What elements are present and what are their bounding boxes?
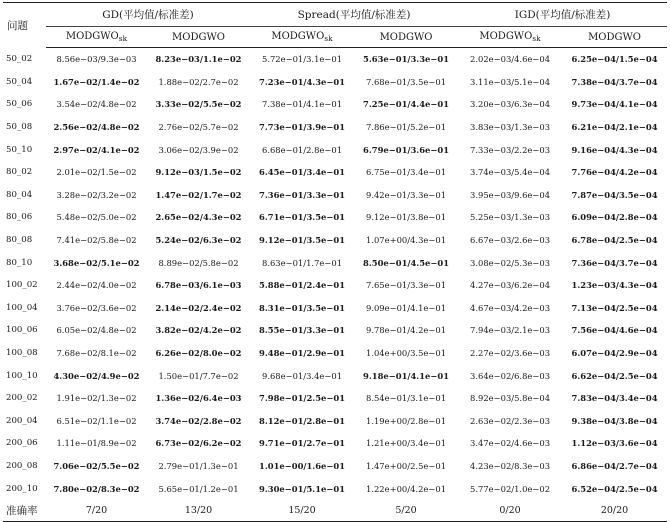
algorithm-header: [250, 27, 354, 48]
accuracy-value: 5/20: [354, 500, 458, 522]
problem-cell: 200_02: [6, 393, 38, 404]
value-cell: 3.47e−02/4.6e−03: [470, 438, 551, 449]
best-value-cell: 6.21e−04/2.1e−04: [571, 122, 658, 133]
value-cell: 2.02e−03/4.6e−04: [470, 54, 551, 65]
value-cell: 1.04e+00/3.5e−01: [365, 348, 447, 359]
value-cell: 3.95e−03/9.6e−04: [470, 189, 551, 200]
algorithm-name: MODGWO: [479, 31, 533, 42]
best-value-cell: 7.98e−01/2.5e−01: [259, 393, 346, 404]
value-cell: 7.86e−01/5.2e−01: [365, 122, 447, 133]
table-row: [3, 364, 667, 387]
value-cell: 3.54e−02/4.8e−02: [56, 99, 137, 110]
best-value-cell: 3.33e−02/5.5e−02: [155, 99, 242, 110]
best-value-cell: 7.06e−02/5.5e−02: [53, 460, 140, 471]
algorithm-subscript: sk: [324, 34, 333, 43]
value-cell: 7.94e−03/2.1e−03: [470, 325, 551, 336]
best-value-cell: 6.78e−03/6.1e−03: [155, 280, 242, 291]
best-value-cell: 6.09e−04/2.8e−04: [571, 212, 658, 223]
algorithm-name: MODGWO: [65, 31, 119, 42]
accuracy-value: 20/20: [562, 500, 667, 522]
best-value-cell: 7.83e−04/3.4e−04: [571, 393, 658, 404]
value-cell: 7.33e−03/2.2e−03: [470, 144, 551, 155]
table-row: [3, 274, 667, 297]
best-value-cell: 6.86e−04/2.7e−04: [571, 460, 658, 471]
best-value-cell: 1.23e−03/4.3e−04: [571, 280, 658, 291]
value-cell: 8.56e−03/9.3e−03: [56, 54, 137, 65]
value-cell: 7.68e−02/8.1e−02: [56, 348, 137, 359]
best-value-cell: 1.67e−02/1.4e−02: [53, 76, 140, 87]
best-value-cell: 4.30e−02/4.9e−02: [53, 370, 140, 381]
table-row: [3, 410, 667, 433]
value-cell: 9.78e−01/4.2e−01: [365, 325, 447, 336]
best-value-cell: 9.38e−04/3.8e−04: [571, 415, 658, 426]
best-value-cell: 6.62e−04/2.5e−04: [571, 370, 658, 381]
value-cell: 3.08e−02/5.3e−03: [470, 257, 551, 268]
value-cell: 5.72e−01/3.1e−01: [261, 54, 343, 65]
value-cell: 1.88e−02/2.7e−02: [158, 76, 239, 87]
best-value-cell: 8.50e−01/4.5e−01: [363, 257, 450, 268]
best-value-cell: 8.23e−03/1.1e−02: [155, 54, 242, 65]
value-cell: 2.27e−02/3.6e−03: [470, 348, 551, 359]
value-cell: 7.41e−02/5.8e−02: [56, 235, 137, 246]
gd-group-header: GD(平均值/标准差): [46, 3, 250, 27]
algorithm-header: [46, 27, 147, 48]
best-value-cell: 5.88e−01/2.4e−01: [259, 280, 346, 291]
best-value-cell: 9.71e−01/2.7e−01: [259, 438, 346, 449]
best-value-cell: 8.12e−01/2.8e−01: [259, 415, 346, 426]
best-value-cell: 6.45e−01/3.4e−01: [259, 167, 346, 178]
problem-cell: 200_08: [6, 460, 38, 471]
best-value-cell: 7.87e−04/3.5e−04: [571, 189, 658, 200]
results-table: [3, 2, 667, 522]
best-value-cell: 8.31e−01/3.5e−01: [259, 302, 346, 313]
table-row: [3, 93, 667, 116]
problem-cell: 50_10: [6, 144, 33, 155]
value-cell: 3.83e−03/1.3e−03: [470, 122, 551, 133]
problem-cell: 100_02: [6, 280, 38, 291]
accuracy-value: 15/20: [250, 500, 354, 522]
best-value-cell: 3.74e−02/2.8e−02: [155, 415, 242, 426]
value-cell: 5.25e−03/1.3e−03: [470, 212, 551, 223]
best-value-cell: 7.36e−01/3.3e−01: [259, 189, 346, 200]
problem-cell: 80_04: [6, 189, 33, 200]
value-cell: 7.65e−01/3.3e−01: [365, 280, 447, 291]
value-cell: 1.19e+00/2.8e−01: [365, 415, 447, 426]
problem-cell: 100_04: [6, 302, 38, 313]
best-value-cell: 6.07e−04/2.9e−04: [571, 348, 658, 359]
best-value-cell: 1.01e−00/1.6e−01: [259, 460, 346, 471]
value-cell: 1.11e−01/8.9e−02: [56, 438, 137, 449]
best-value-cell: 9.73e−04/4.1e−04: [571, 99, 658, 110]
algorithm-subscript: sk: [532, 34, 541, 43]
table-row: [3, 229, 667, 252]
algorithm-name: MODGWO: [172, 31, 225, 43]
best-value-cell: 9.30e−01/5.1e−01: [259, 483, 346, 494]
best-value-cell: 2.14e−02/2.4e−02: [155, 302, 242, 313]
table-row: [3, 297, 667, 320]
value-cell: 2.63e−02/2.3e−03: [470, 415, 551, 426]
problem-cell: 80_06: [6, 212, 33, 223]
value-cell: 6.51e−02/1.1e−02: [56, 415, 137, 426]
value-cell: 8.89e−02/5.8e−02: [158, 257, 239, 268]
spread-group-header: Spread(平均值/标准差): [250, 3, 458, 27]
table-row: [3, 319, 667, 342]
table-row: [3, 161, 667, 184]
value-cell: 2.76e−02/5.7e−02: [158, 122, 239, 133]
best-value-cell: 3.68e−02/5.1e−02: [53, 257, 140, 268]
algorithm-header: [354, 27, 458, 48]
value-cell: 4.27e−03/6.2e−04: [470, 280, 551, 291]
value-cell: 5.65e−01/1.2e−01: [158, 483, 239, 494]
accuracy-label: 准确率: [3, 500, 46, 522]
table-row: [3, 432, 667, 455]
best-value-cell: 7.73e−01/3.9e−01: [259, 122, 346, 133]
value-cell: 4.67e−03/4.2e−03: [470, 302, 551, 313]
best-value-cell: 5.24e−02/6.3e−02: [155, 235, 242, 246]
value-cell: 3.28e−02/3.2e−02: [56, 189, 137, 200]
value-cell: 3.74e−03/5.4e−04: [470, 167, 551, 178]
value-cell: 3.20e−03/6.3e−04: [470, 99, 551, 110]
value-cell: 3.64e−02/6.8e−03: [470, 370, 551, 381]
problem-cell: 100_06: [6, 325, 38, 336]
algorithm-name: MODGWO: [379, 31, 433, 43]
value-cell: 6.67e−03/2.6e−03: [470, 235, 551, 246]
problem-cell: 200_06: [6, 438, 38, 449]
accuracy-value: 7/20: [46, 500, 147, 522]
value-cell: 3.76e−02/3.6e−02: [56, 302, 137, 313]
value-cell: 9.42e−01/3.3e−01: [365, 189, 447, 200]
best-value-cell: 7.56e−04/4.6e−04: [571, 325, 658, 336]
value-cell: 9.12e−01/3.8e−01: [365, 212, 447, 223]
table-row: [3, 71, 667, 94]
algorithm-name: MODGWO: [271, 31, 325, 42]
table-row: [3, 251, 667, 274]
problem-cell: 200_10: [6, 483, 38, 494]
group-header-row: [3, 3, 667, 27]
best-value-cell: 3.82e−02/4.2e−02: [155, 325, 242, 336]
value-cell: 8.92e−03/5.8e−04: [470, 393, 551, 404]
value-cell: 6.05e−02/4.8e−02: [56, 325, 137, 336]
best-value-cell: 6.52e−04/2.5e−04: [571, 483, 658, 494]
best-value-cell: 7.80e−02/8.3e−02: [53, 483, 140, 494]
table-row: [3, 477, 667, 500]
best-value-cell: 9.12e−03/1.5e−02: [155, 167, 242, 178]
value-cell: 1.91e−02/1.3e−02: [56, 393, 137, 404]
value-cell: 5.48e−02/5.0e−02: [56, 212, 137, 223]
best-value-cell: 1.47e−02/1.7e−02: [155, 189, 242, 200]
best-value-cell: 6.79e−01/3.6e−01: [363, 144, 450, 155]
table-row: [3, 138, 667, 161]
value-cell: 7.68e−01/3.5e−01: [365, 76, 447, 87]
accuracy-row: [3, 500, 667, 522]
best-value-cell: 2.97e−02/4.1e−02: [53, 144, 140, 155]
best-value-cell: 1.36e−02/6.4e−03: [155, 393, 242, 404]
best-value-cell: 9.16e−04/4.3e−04: [571, 144, 658, 155]
best-value-cell: 9.18e−01/4.1e−01: [363, 370, 450, 381]
table-row: [3, 455, 667, 478]
value-cell: 2.79e−01/1.3e−01: [158, 460, 239, 471]
algorithm-header-row: [3, 27, 667, 48]
best-value-cell: 8.55e−01/3.3e−01: [259, 325, 346, 336]
problem-cell: 100_10: [6, 370, 38, 381]
value-cell: 1.50e−01/7.7e−02: [158, 370, 239, 381]
best-value-cell: 6.26e−02/8.0e−02: [155, 348, 242, 359]
best-value-cell: 7.36e−04/3.7e−04: [571, 257, 658, 268]
algorithm-header: [562, 27, 667, 48]
value-cell: 1.21e+00/3.4e−01: [365, 438, 447, 449]
problem-cell: 80_02: [6, 167, 33, 178]
problem-cell: 50_04: [6, 76, 33, 87]
problem-column-header: 问题: [3, 3, 46, 48]
value-cell: 2.01e−02/1.5e−02: [56, 167, 137, 178]
algorithm-header: [147, 27, 250, 48]
best-value-cell: 9.48e−01/2.9e−01: [259, 348, 346, 359]
best-value-cell: 6.78e−04/2.5e−04: [571, 235, 658, 246]
best-value-cell: 7.25e−01/4.4e−01: [363, 99, 450, 110]
table-row: [3, 206, 667, 229]
value-cell: 9.68e−01/3.4e−01: [261, 370, 343, 381]
value-cell: 2.44e−02/4.0e−02: [56, 280, 137, 291]
value-cell: 3.11e−03/5.1e−04: [470, 76, 551, 87]
best-value-cell: 7.76e−04/4.2e−04: [571, 167, 658, 178]
best-value-cell: 9.12e−01/3.5e−01: [259, 235, 346, 246]
problem-cell: 100_08: [6, 348, 38, 359]
table-row: [3, 184, 667, 207]
best-value-cell: 5.63e−01/3.3e−01: [363, 54, 450, 65]
table-row: [3, 116, 667, 139]
problem-cell: 50_06: [6, 99, 33, 110]
problem-cell: 200_04: [6, 415, 38, 426]
problem-cell: 80_10: [6, 257, 33, 268]
algorithm-subscript: sk: [118, 34, 128, 43]
best-value-cell: 2.65e−02/4.3e−02: [155, 212, 242, 223]
value-cell: 6.68e−01/2.8e−01: [261, 144, 343, 155]
value-cell: 4.23e−02/8.3e−03: [470, 460, 551, 471]
table-row: [3, 387, 667, 410]
table-row: [3, 342, 667, 365]
value-cell: 8.54e−01/3.1e−01: [365, 393, 447, 404]
best-value-cell: 1.12e−03/3.6e−04: [571, 438, 658, 449]
best-value-cell: 6.25e−04/1.5e−04: [571, 54, 658, 65]
problem-cell: 80_08: [6, 235, 33, 246]
value-cell: 9.09e−01/4.1e−01: [365, 302, 447, 313]
accuracy-value: 0/20: [458, 500, 562, 522]
value-cell: 5.77e−02/1.0e−02: [470, 483, 551, 494]
igd-group-header: IGD(平均值/标准差): [458, 3, 667, 27]
algorithm-name: MODGWO: [588, 31, 641, 43]
value-cell: 1.47e+00/2.5e−01: [365, 460, 447, 471]
value-cell: 8.63e−01/1.7e−01: [261, 257, 343, 268]
best-value-cell: 6.71e−01/3.5e−01: [259, 212, 346, 223]
best-value-cell: 7.23e−01/4.3e−01: [259, 76, 346, 87]
problem-cell: 50_08: [6, 122, 33, 133]
problem-cell: 50_02: [6, 54, 33, 65]
best-value-cell: 2.56e−02/4.8e−02: [53, 122, 140, 133]
best-value-cell: 6.73e−02/6.2e−02: [155, 438, 242, 449]
best-value-cell: 7.38e−04/3.7e−04: [571, 76, 658, 87]
algorithm-header: [458, 27, 562, 48]
accuracy-value: 13/20: [147, 500, 250, 522]
table-body: [3, 48, 667, 500]
value-cell: 7.38e−01/4.1e−01: [261, 99, 343, 110]
value-cell: 1.07e+00/4.3e−01: [365, 235, 447, 246]
value-cell: 6.75e−01/3.4e−01: [365, 167, 447, 178]
table-row: [3, 48, 667, 71]
best-value-cell: 7.13e−04/2.5e−04: [571, 302, 658, 313]
value-cell: 3.06e−02/3.9e−02: [158, 144, 239, 155]
value-cell: 1.22e+00/4.2e−01: [365, 483, 447, 494]
